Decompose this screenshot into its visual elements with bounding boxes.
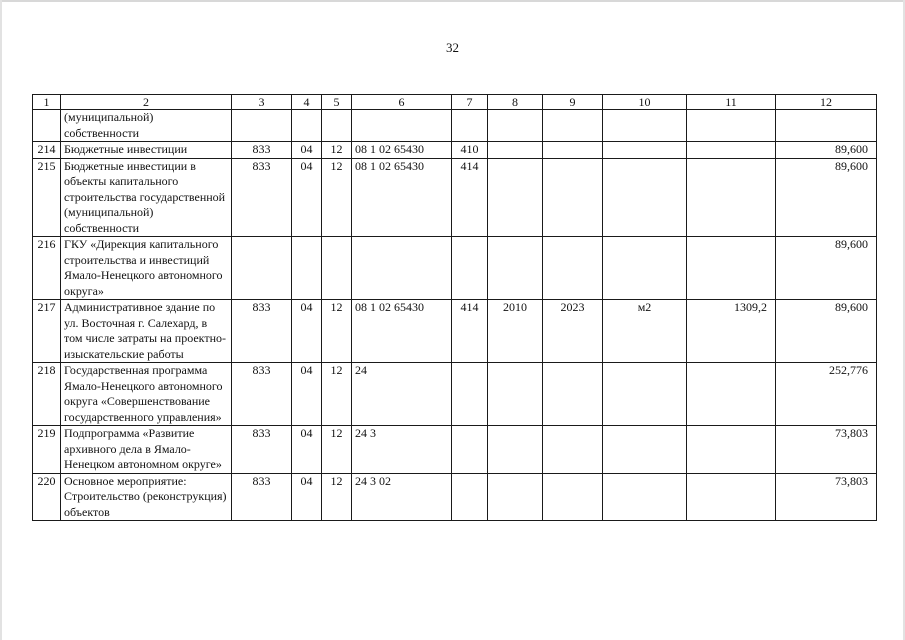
section-cell	[292, 237, 322, 300]
column-header: 1	[33, 95, 61, 110]
amount-cell: 89,600	[776, 300, 877, 363]
row-number-cell: 215	[33, 158, 61, 237]
unit-cell	[603, 237, 687, 300]
row-number-cell: 218	[33, 363, 61, 426]
table-row	[33, 237, 877, 300]
end-year-cell	[543, 426, 603, 474]
table-row	[33, 426, 877, 474]
table-row	[33, 473, 877, 521]
column-header: 3	[232, 95, 292, 110]
target-item-cell: 24	[352, 363, 452, 426]
end-year-cell	[543, 237, 603, 300]
table-row	[33, 363, 877, 426]
end-year-cell: 2023	[543, 300, 603, 363]
row-name-cell: Бюджетные инвестиции	[61, 142, 232, 159]
expense-type-cell	[452, 110, 488, 142]
amount-cell: 89,600	[776, 237, 877, 300]
target-item-cell: 08 1 02 65430	[352, 142, 452, 159]
end-year-cell	[543, 158, 603, 237]
capacity-cell	[687, 473, 776, 521]
expense-type-cell: 414	[452, 158, 488, 237]
target-item-cell: 24 3 02	[352, 473, 452, 521]
end-year-cell	[543, 110, 603, 142]
row-number-cell: 216	[33, 237, 61, 300]
column-header: 4	[292, 95, 322, 110]
admin-code-cell: 833	[232, 158, 292, 237]
start-year-cell	[488, 142, 543, 159]
subsection-cell: 12	[322, 142, 352, 159]
target-item-cell: 08 1 02 65430	[352, 158, 452, 237]
column-header: 12	[776, 95, 877, 110]
expense-type-cell	[452, 473, 488, 521]
table-body	[33, 110, 877, 521]
table-row	[33, 142, 877, 159]
section-cell	[292, 110, 322, 142]
row-name-cell: ГКУ «Дирекция капитального строительства и инвестиций Ямало-Ненецкого автономного округа»	[61, 237, 232, 300]
start-year-cell	[488, 110, 543, 142]
subsection-cell: 12	[322, 300, 352, 363]
section-cell: 04	[292, 473, 322, 521]
end-year-cell	[543, 142, 603, 159]
unit-cell	[603, 110, 687, 142]
subsection-cell: 12	[322, 426, 352, 474]
row-number-cell: 219	[33, 426, 61, 474]
target-item-cell: 08 1 02 65430	[352, 300, 452, 363]
admin-code-cell	[232, 110, 292, 142]
scan-edge-top	[0, 0, 905, 2]
end-year-cell	[543, 473, 603, 521]
capacity-cell	[687, 363, 776, 426]
start-year-cell	[488, 473, 543, 521]
column-header: 6	[352, 95, 452, 110]
amount-cell: 252,776	[776, 363, 877, 426]
column-header: 11	[687, 95, 776, 110]
admin-code-cell: 833	[232, 300, 292, 363]
start-year-cell	[488, 363, 543, 426]
amount-cell: 89,600	[776, 158, 877, 237]
admin-code-cell: 833	[232, 363, 292, 426]
column-header: 8	[488, 95, 543, 110]
row-name-cell: (муниципальной) собственности	[61, 110, 232, 142]
row-name-cell: Административное здание по ул. Восточная г. Салехард, в том числе затраты на проектно-изыскательские работы	[61, 300, 232, 363]
start-year-cell: 2010	[488, 300, 543, 363]
capacity-cell: 1309,2	[687, 300, 776, 363]
row-name-cell: Основное мероприятие: Строительство (реконструкция) объектов	[61, 473, 232, 521]
row-number-cell: 214	[33, 142, 61, 159]
scan-edge-left	[0, 0, 2, 640]
subsection-cell: 12	[322, 363, 352, 426]
row-name-cell: Подпрограмма «Развитие архивного дела в Ямало-Ненецком автономном округе»	[61, 426, 232, 474]
target-item-cell: 24 3	[352, 426, 452, 474]
table-row	[33, 158, 877, 237]
row-number-cell: 217	[33, 300, 61, 363]
amount-cell: 73,803	[776, 473, 877, 521]
end-year-cell	[543, 363, 603, 426]
column-header: 9	[543, 95, 603, 110]
row-number-cell: 220	[33, 473, 61, 521]
row-name-cell: Бюджетные инвестиции в объекты капитального строительства государственной (муниципальной) собственности	[61, 158, 232, 237]
column-header: 5	[322, 95, 352, 110]
expense-type-cell: 410	[452, 142, 488, 159]
amount-cell: 73,803	[776, 426, 877, 474]
column-header: 10	[603, 95, 687, 110]
row-name-cell: Государственная программа Ямало-Ненецкого автономного округа «Совершенствование государственного управления»	[61, 363, 232, 426]
admin-code-cell: 833	[232, 142, 292, 159]
start-year-cell	[488, 158, 543, 237]
start-year-cell	[488, 237, 543, 300]
subsection-cell: 12	[322, 473, 352, 521]
expense-type-cell: 414	[452, 300, 488, 363]
subsection-cell: 12	[322, 158, 352, 237]
target-item-cell	[352, 110, 452, 142]
section-cell: 04	[292, 300, 322, 363]
table-row	[33, 300, 877, 363]
section-cell: 04	[292, 363, 322, 426]
capacity-cell	[687, 142, 776, 159]
capacity-cell	[687, 237, 776, 300]
unit-cell	[603, 426, 687, 474]
column-header: 2	[61, 95, 232, 110]
unit-cell	[603, 473, 687, 521]
admin-code-cell	[232, 237, 292, 300]
target-item-cell	[352, 237, 452, 300]
subsection-cell	[322, 237, 352, 300]
section-cell: 04	[292, 142, 322, 159]
section-cell: 04	[292, 158, 322, 237]
expense-type-cell	[452, 237, 488, 300]
amount-cell: 89,600	[776, 142, 877, 159]
page-number: 32	[446, 40, 459, 55]
expense-type-cell	[452, 363, 488, 426]
unit-cell	[603, 158, 687, 237]
expense-type-cell	[452, 426, 488, 474]
table-header-row	[33, 95, 877, 110]
unit-cell: м2	[603, 300, 687, 363]
section-cell: 04	[292, 426, 322, 474]
row-number-cell	[33, 110, 61, 142]
budget-table	[32, 94, 877, 521]
capacity-cell	[687, 110, 776, 142]
table-row	[33, 110, 877, 142]
capacity-cell	[687, 426, 776, 474]
unit-cell	[603, 142, 687, 159]
admin-code-cell: 833	[232, 473, 292, 521]
start-year-cell	[488, 426, 543, 474]
admin-code-cell: 833	[232, 426, 292, 474]
amount-cell	[776, 110, 877, 142]
subsection-cell	[322, 110, 352, 142]
column-header: 7	[452, 95, 488, 110]
capacity-cell	[687, 158, 776, 237]
unit-cell	[603, 363, 687, 426]
